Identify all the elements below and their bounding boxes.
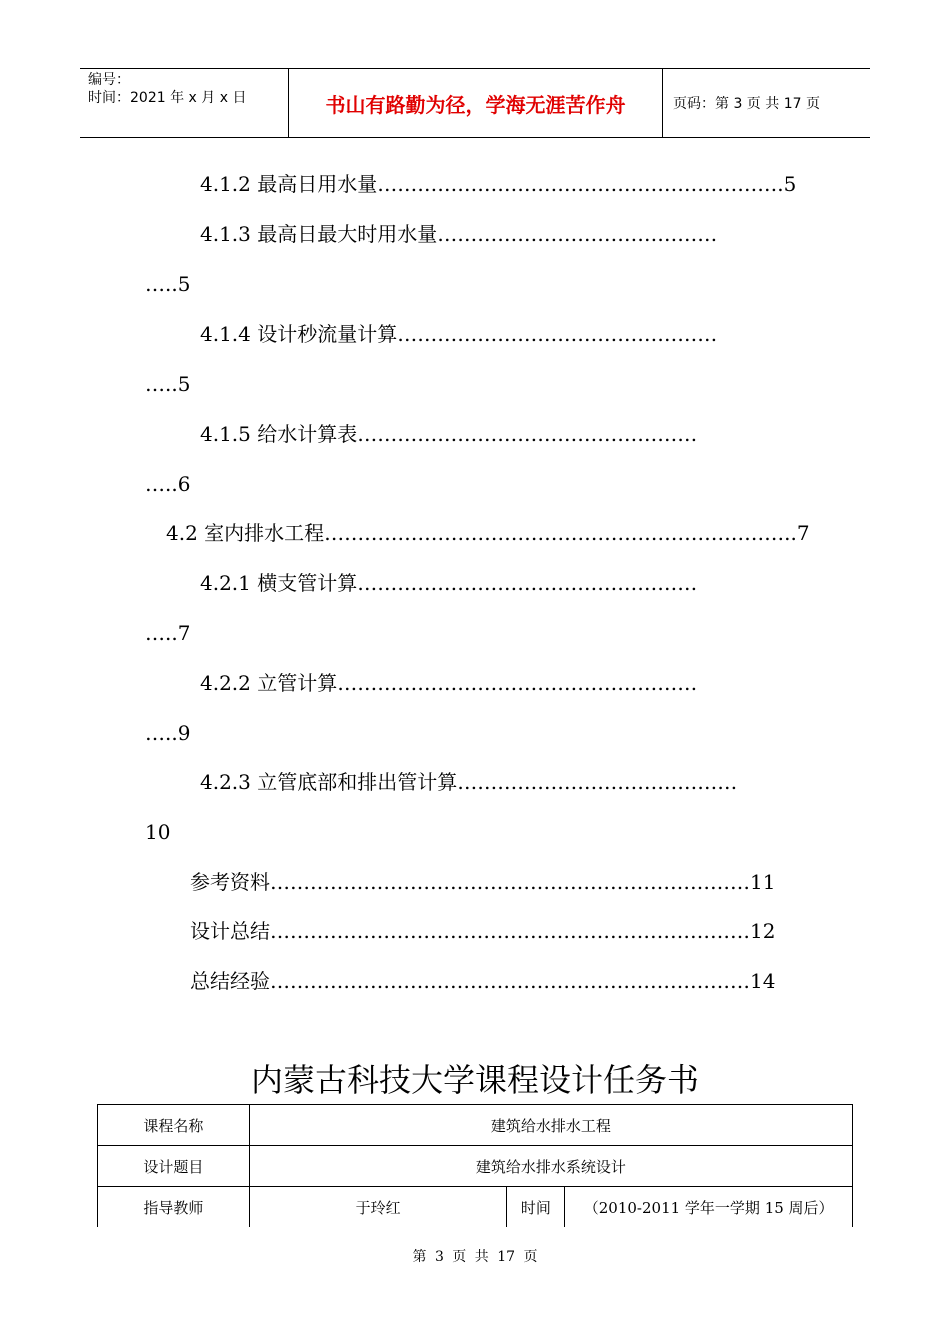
toc-dots: ……………………………………………………………… <box>270 969 750 993</box>
toc-entry[interactable] <box>200 570 805 596</box>
toc-page: 11 <box>750 870 776 894</box>
toc-entry[interactable] <box>200 221 805 247</box>
header-motto: 书山有路勤为径，学海无涯苦作舟 <box>289 69 663 137</box>
toc-continuation: …..9 <box>145 721 191 745</box>
toc-dots: ……………………………………………………………… <box>270 870 750 894</box>
table-row <box>98 1187 853 1228</box>
header-meta <box>80 69 289 137</box>
toc-title: 4.2.1 横支管计算 <box>200 571 358 595</box>
toc-page: ..7 <box>784 521 810 545</box>
task-table <box>97 1104 853 1227</box>
toc-entry[interactable] <box>166 520 810 546</box>
toc-dots: …………………………………………………… <box>377 172 778 196</box>
toc-continuation: …..6 <box>145 472 191 496</box>
toc-entry[interactable] <box>200 670 805 696</box>
toc-continuation: 10 <box>145 820 171 844</box>
toc-title: 总结经验 <box>190 969 270 993</box>
toc-dots: ……………………………………………………………… <box>270 919 750 943</box>
toc-dots: …………………………………………………………… <box>324 521 785 545</box>
page-footer: 第 3 页 共 17 页 <box>412 1249 538 1265</box>
toc-dots: …………………………………… <box>437 222 718 246</box>
toc-dots: …………………………………………… <box>357 422 698 446</box>
toc-entry[interactable] <box>190 869 815 895</box>
page-header <box>80 68 870 138</box>
toc-title: 4.1.2 最高日用水量 <box>200 172 378 196</box>
toc-page: 14 <box>750 969 776 993</box>
toc-entry[interactable] <box>190 968 815 994</box>
toc-page: 12 <box>750 919 776 943</box>
toc-entry[interactable] <box>200 769 805 795</box>
header-page-info: 页码：第 3 页 共 17 页 <box>673 96 820 112</box>
toc-dots: ……………………………………………… <box>337 671 698 695</box>
topic-value: 建筑给水排水系统设计 <box>249 1146 852 1187</box>
toc-title: 4.2 室内排水工程 <box>166 521 325 545</box>
time-label: 时间：2021 年 x 月 x 日 <box>88 90 247 106</box>
toc-entry[interactable] <box>200 171 805 197</box>
time-value: （2010-2011 学年一学期 15 周后） <box>565 1187 853 1228</box>
document-title: 内蒙古科技大学课程设计任务书 <box>250 1061 699 1099</box>
toc-entry[interactable] <box>200 321 805 347</box>
course-label: 课程名称 <box>98 1105 250 1146</box>
toc-title: 设计总结 <box>190 919 270 943</box>
number-label: 编号： <box>88 72 130 88</box>
table-row <box>98 1146 853 1187</box>
toc-dots: ………………………………………… <box>397 322 718 346</box>
toc-dots: …………………………………… <box>457 770 738 794</box>
table-row <box>98 1105 853 1146</box>
course-value: 建筑给水排水工程 <box>249 1105 852 1146</box>
toc-title: 4.2.2 立管计算 <box>200 671 338 695</box>
teacher-label: 指导教师 <box>98 1187 250 1228</box>
toc-title: 4.1.3 最高日最大时用水量 <box>200 222 438 246</box>
toc-continuation: …..7 <box>145 621 191 645</box>
toc-continuation: …..5 <box>145 372 191 396</box>
toc-page: .5 <box>777 172 797 196</box>
toc-title: 4.1.5 给水计算表 <box>200 422 358 446</box>
toc-dots: …………………………………………… <box>357 571 698 595</box>
toc-title: 4.1.4 设计秒流量计算 <box>200 322 398 346</box>
time-label: 时间 <box>507 1187 565 1228</box>
topic-label: 设计题目 <box>98 1146 250 1187</box>
teacher-value: 于玲红 <box>249 1187 507 1228</box>
toc-title: 参考资料 <box>190 870 270 894</box>
toc-entry[interactable] <box>190 918 815 944</box>
toc-entry[interactable] <box>200 421 805 447</box>
toc-continuation: …..5 <box>145 272 191 296</box>
toc-title: 4.2.3 立管底部和排出管计算 <box>200 770 458 794</box>
